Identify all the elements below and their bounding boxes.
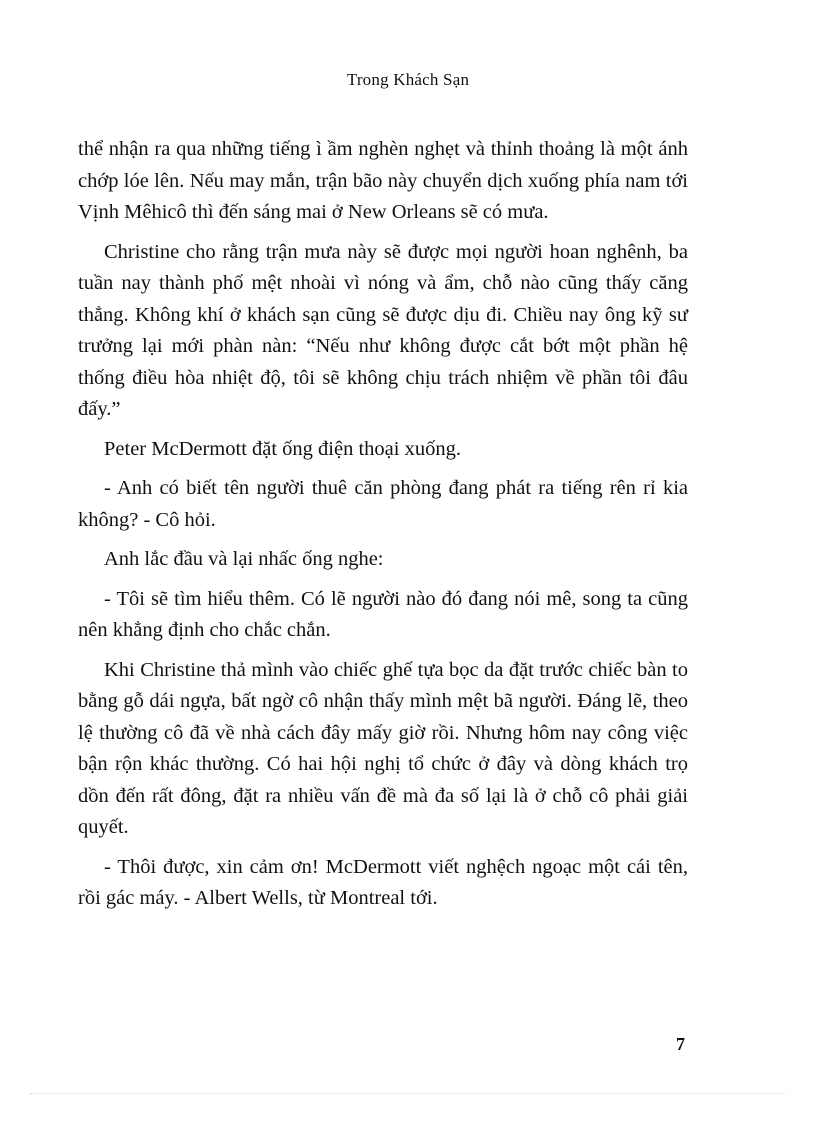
dialogue-paragraph: - Anh có biết tên người thuê căn phòng đang phát ra tiếng rên rỉ kia không? - Cô hỏi. <box>78 477 688 531</box>
running-header: Trong Khách Sạn <box>346 70 470 89</box>
dialogue-paragraph: - Tôi sẽ tìm hiểu thêm. Có lẽ người nào đó đang nói mê, song ta cũng nên khẳng định cho chắc chắn. <box>78 587 688 641</box>
paragraph: Peter McDermott đặt ống điện thoại xuống. <box>104 437 461 460</box>
paragraph: Khi Christine thả mình vào chiếc ghế tựa bọc da đặt trước chiếc bàn to bằng gỗ dái ngựa, bất ngờ cô nhận thấy mình mệt bã người. Đáng lẽ, theo lệ thường cô đã về nhà cách đây mấy giờ rồi. Nhưng hôm nay công việc bận rộn khác thường. Có hai hội nghị tổ chức ở đây và dòng khách trọ dồn đến rất đông, đặt ra nhiều vấn đề mà đa số lại là ở chỗ cô phải giải quyết. <box>78 658 688 838</box>
dialogue-paragraph: - Thôi được, xin cảm ơn! McDermott viết nghệch ngoạc một cái tên, rồi gác máy. - Albert Wells, từ Montreal tới. <box>78 855 688 909</box>
paragraph: thể nhận ra qua những tiếng ì ầm nghèn nghẹt và thỉnh thoảng là một ánh chớp lóe lên. Nếu may mắn, trận bão này chuyển dịch xuống phía nam tới Vịnh Mêhicô thì đến sáng mai ở New Orleans sẽ có mưa. <box>78 138 688 223</box>
page-number: 7 <box>676 1034 685 1054</box>
footer-divider <box>30 1093 786 1094</box>
paragraph: Christine cho rằng trận mưa này sẽ được mọi người hoan nghênh, ba tuần nay thành phố mệt nhoài vì nóng và ẩm, chỗ nào cũng thấy căng thẳng. Không khí ở khách sạn cũng sẽ được dịu đi. Chiều nay ông kỹ sư trưởng lại mới phàn nàn: “Nếu như không được cắt bớt một phần hệ thống điều hòa nhiệt độ, tôi sẽ không chịu trách nhiệm về phần tôi đâu đấy.” <box>78 240 688 420</box>
body-text <box>78 134 688 923</box>
paragraph: Anh lắc đầu và lại nhấc ống nghe: <box>104 548 384 570</box>
